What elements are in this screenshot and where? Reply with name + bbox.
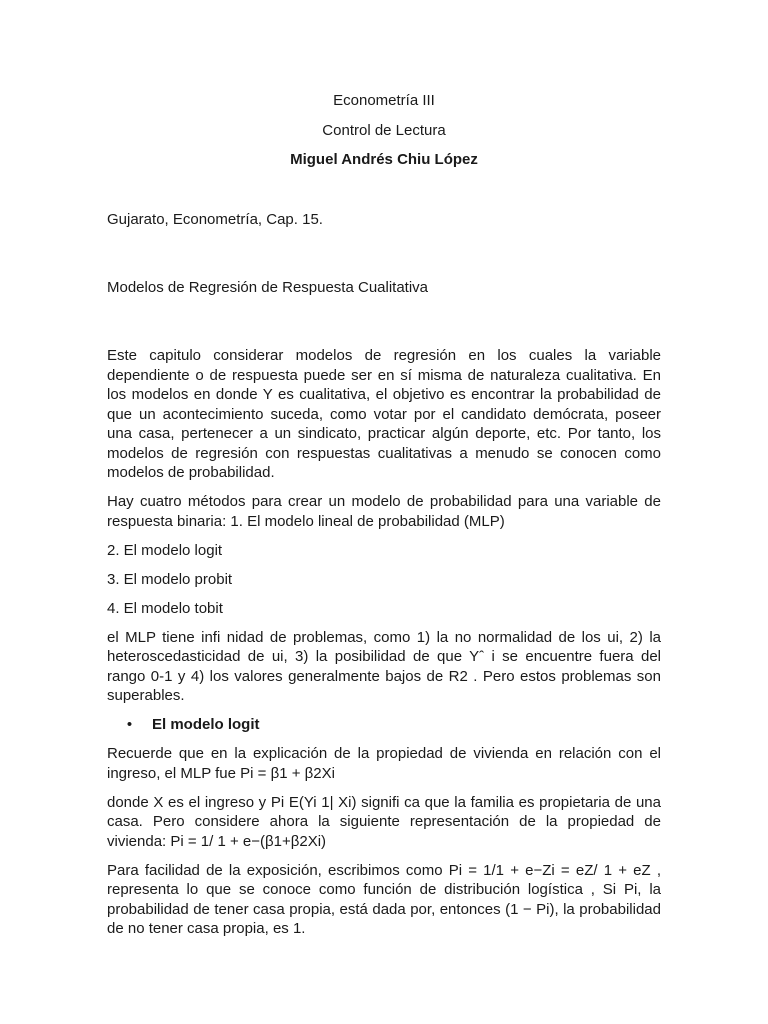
reference-line: Gujarato, Econometría, Cap. 15.	[107, 211, 323, 228]
list-item: 4. El modelo tobit	[107, 599, 223, 617]
paragraph-logit-representation: donde X es el ingreso y Pi E(Yi 1| Xi) signifi ca que la familia es propietaria de una casa. Pero considere ahora la siguiente representación de la propiedad de vivienda: Pi = 1/ 1 + e−(β1+β2Xi)	[107, 793, 661, 850]
document-subtitle: Control de Lectura	[322, 122, 446, 139]
document-body	[107, 210, 661, 948]
list-item: 3. El modelo probit	[107, 570, 233, 588]
bullet-heading	[107, 715, 661, 735]
paragraph-intro: Este capitulo considerar modelos de regresión en los cuales la variable dependiente o de respuesta puede ser en sí misma de naturaleza cualitativa. En los modelos en donde Y es cualitativa, el objetivo es encontrar la probabilidad de que un acontecimiento suceda, como votar por el candidato demócrata, poseer una casa, pertenecer a un sindicato, practicar algún deporte, etc. Por tanto, los modelos de regresión con respuestas cualitativas a menudo se conocen como modelos de probabilidad.	[107, 347, 661, 481]
list-item: 2. El modelo logit	[107, 541, 223, 559]
bullet-dot-icon: •	[126, 716, 133, 733]
paragraph-methods: Hay cuatro métodos para crear un modelo de probabilidad para una variable de respuesta binaria: 1. El modelo lineal de probabilidad (MLP)	[107, 493, 661, 530]
course-title: Econometría III	[333, 92, 435, 109]
paragraph-logit-intro: Recuerde que en la explicación de la propiedad de vivienda en relación con el ingreso, el MLP fue Pi = β1 + β2Xi	[107, 745, 661, 782]
author-name: Miguel Andrés Chiu López	[290, 151, 478, 168]
bullet-label: El modelo logit	[152, 716, 260, 733]
paragraph-mlp-problems: el MLP tiene infi nidad de problemas, como 1) la no normalidad de los ui, 2) la heteroscedasticidad de ui, 3) la posibilidad de que Yˆ i se encuentre fuera del rango 0-1 y 4) los valores generalmente bajos de R2 . Pero estos problemas son superables.	[107, 628, 661, 704]
paragraph-logistic-function: Para facilidad de la exposición, escribimos como Pi = 1/1 + e−Zi = eZ/ 1 + eZ , representa lo que se conoce como función de distribución logística , Si Pi, la probabilidad de tener casa propia, está dada por, entonces (1 − Pi), la probabilidad de no tener casa propia, es 1.	[107, 861, 661, 937]
section-title: Modelos de Regresión de Respuesta Cualitativa	[107, 279, 429, 296]
